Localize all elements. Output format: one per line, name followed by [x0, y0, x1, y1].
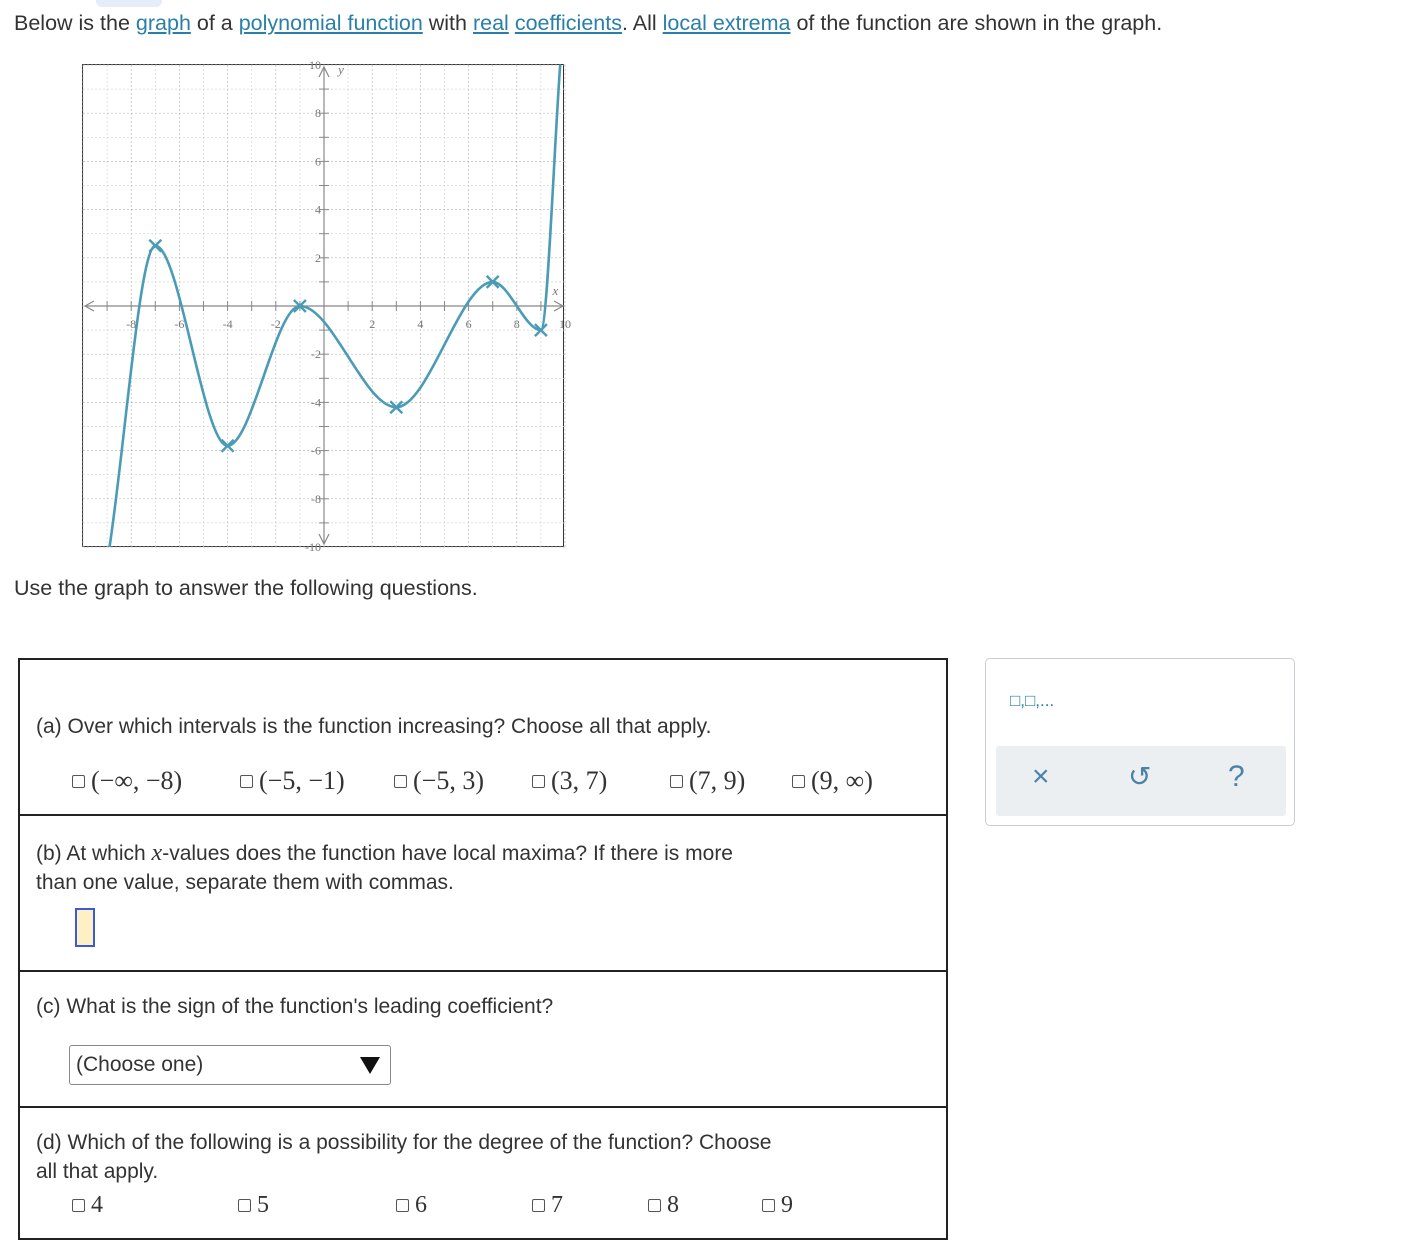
x-tick-label: 4 — [417, 317, 424, 331]
y-tick-label: -2 — [311, 347, 321, 362]
checkbox[interactable] — [238, 1199, 251, 1212]
checkbox[interactable] — [72, 775, 85, 788]
degree-option[interactable] — [72, 1192, 103, 1219]
x-tick-label: -2 — [270, 317, 281, 331]
leading-coefficient-select[interactable] — [69, 1045, 391, 1085]
y-axis-label: y — [338, 61, 344, 77]
increasing-interval-option[interactable] — [394, 766, 484, 796]
clear-icon[interactable]: × — [1032, 760, 1050, 793]
question-a — [20, 660, 946, 816]
degree-option[interactable] — [396, 1192, 427, 1219]
option-label: (7, 9) — [689, 766, 746, 795]
local-maxima-input[interactable] — [75, 908, 95, 947]
degree-option[interactable] — [238, 1192, 269, 1219]
qb-text-3: than one value, separate them with commas. — [36, 871, 454, 894]
y-tick-label: -8 — [311, 491, 321, 506]
select-value: (Choose one) — [76, 1053, 204, 1076]
undo-icon[interactable]: ↺ — [1128, 761, 1152, 792]
qd-text-1: (d) Which of the following is a possibility for the degree of the function? Choose — [36, 1131, 772, 1154]
option-label: (−5, −1) — [259, 766, 345, 795]
top-tab-indicator — [96, 0, 162, 7]
question-c-prompt: (c) What is the sign of the function's leading coefficient? — [36, 995, 554, 1018]
intro-t2: with — [422, 11, 473, 35]
checkbox[interactable] — [394, 775, 407, 788]
checkbox[interactable] — [396, 1199, 409, 1212]
use-graph-text: Use the graph to answer the following questions. — [14, 576, 478, 600]
list-template-button[interactable]: □,□,... — [1010, 691, 1055, 710]
increasing-interval-option[interactable] — [72, 766, 182, 796]
qd-text-2: all that apply. — [36, 1160, 159, 1183]
question-box — [18, 658, 948, 1240]
x-tick-label: 2 — [369, 317, 376, 331]
x-tick-label: 8 — [513, 317, 520, 331]
checkbox[interactable] — [532, 1199, 545, 1212]
option-label: (3, 7) — [551, 766, 608, 795]
increasing-interval-option[interactable] — [240, 766, 345, 796]
y-tick-label: -4 — [311, 395, 321, 410]
dropdown-arrow-icon — [360, 1057, 380, 1074]
checkbox[interactable] — [532, 775, 545, 788]
intro-t4: . All — [621, 11, 663, 35]
degree-option[interactable] — [532, 1192, 563, 1219]
question-c — [20, 972, 946, 1108]
option-label: (9, ∞) — [811, 766, 873, 795]
y-tick-label: 2 — [315, 250, 321, 265]
x-tick-label: -6 — [174, 317, 185, 331]
option-label: 9 — [781, 1192, 793, 1218]
option-label: (−∞, −8) — [91, 766, 183, 795]
link-local-extrema[interactable]: local extrema — [662, 11, 791, 35]
question-b-prompt — [36, 839, 733, 897]
y-tick-label: -10 — [305, 540, 321, 554]
answer-tools-panel — [985, 658, 1295, 826]
x-tick-label: 10 — [559, 317, 571, 331]
checkbox[interactable] — [792, 775, 805, 788]
qb-text-1: (b) At which — [36, 842, 152, 865]
help-icon[interactable]: ? — [1228, 760, 1245, 793]
x-tick-label: -8 — [126, 317, 137, 331]
qb-text-2: -values does the function have local maxima? If there is more — [162, 842, 733, 865]
question-d — [20, 1108, 946, 1238]
degree-option[interactable] — [762, 1192, 793, 1219]
intro-t5: of the function are shown in the graph. — [790, 11, 1163, 35]
checkbox[interactable] — [240, 775, 253, 788]
y-tick-label: 6 — [315, 154, 321, 169]
checkbox[interactable] — [72, 1199, 85, 1212]
question-b — [20, 816, 946, 972]
polynomial-graph — [82, 58, 571, 554]
option-label: 7 — [551, 1192, 563, 1218]
option-label: (−5, 3) — [413, 766, 484, 795]
checkbox[interactable] — [762, 1199, 775, 1212]
y-tick-label: 4 — [315, 202, 321, 217]
option-label: 8 — [667, 1192, 679, 1218]
x-tick-label: -4 — [222, 317, 233, 331]
link-real[interactable]: real — [472, 11, 509, 35]
y-tick-label: 8 — [315, 106, 321, 121]
increasing-interval-option[interactable] — [792, 766, 873, 796]
intro-prefix: Below is the — [14, 11, 136, 35]
increasing-interval-option[interactable] — [532, 766, 607, 796]
degree-option[interactable] — [648, 1192, 679, 1219]
option-label: 4 — [91, 1192, 103, 1218]
y-tick-label: 10 — [309, 58, 321, 72]
checkbox[interactable] — [648, 1199, 661, 1212]
x-axis-label: x — [552, 283, 559, 298]
x-tick-label: 6 — [465, 317, 472, 331]
tools-bar — [996, 746, 1286, 816]
increasing-interval-option[interactable] — [670, 766, 745, 796]
link-coefficients[interactable]: coefficients — [514, 11, 622, 35]
y-tick-label: -6 — [311, 443, 321, 458]
intro-text — [14, 11, 1162, 36]
option-label: 5 — [257, 1192, 269, 1218]
intro-t1: of a — [190, 11, 239, 35]
question-d-prompt — [36, 1128, 771, 1186]
link-graph[interactable]: graph — [135, 11, 191, 35]
checkbox[interactable] — [670, 775, 683, 788]
link-polynomial-function[interactable]: polynomial function — [238, 11, 423, 35]
qb-var-x: x — [151, 840, 163, 866]
option-label: 6 — [415, 1192, 427, 1218]
question-a-prompt: (a) Over which intervals is the function increasing? Choose all that apply. — [36, 715, 712, 738]
